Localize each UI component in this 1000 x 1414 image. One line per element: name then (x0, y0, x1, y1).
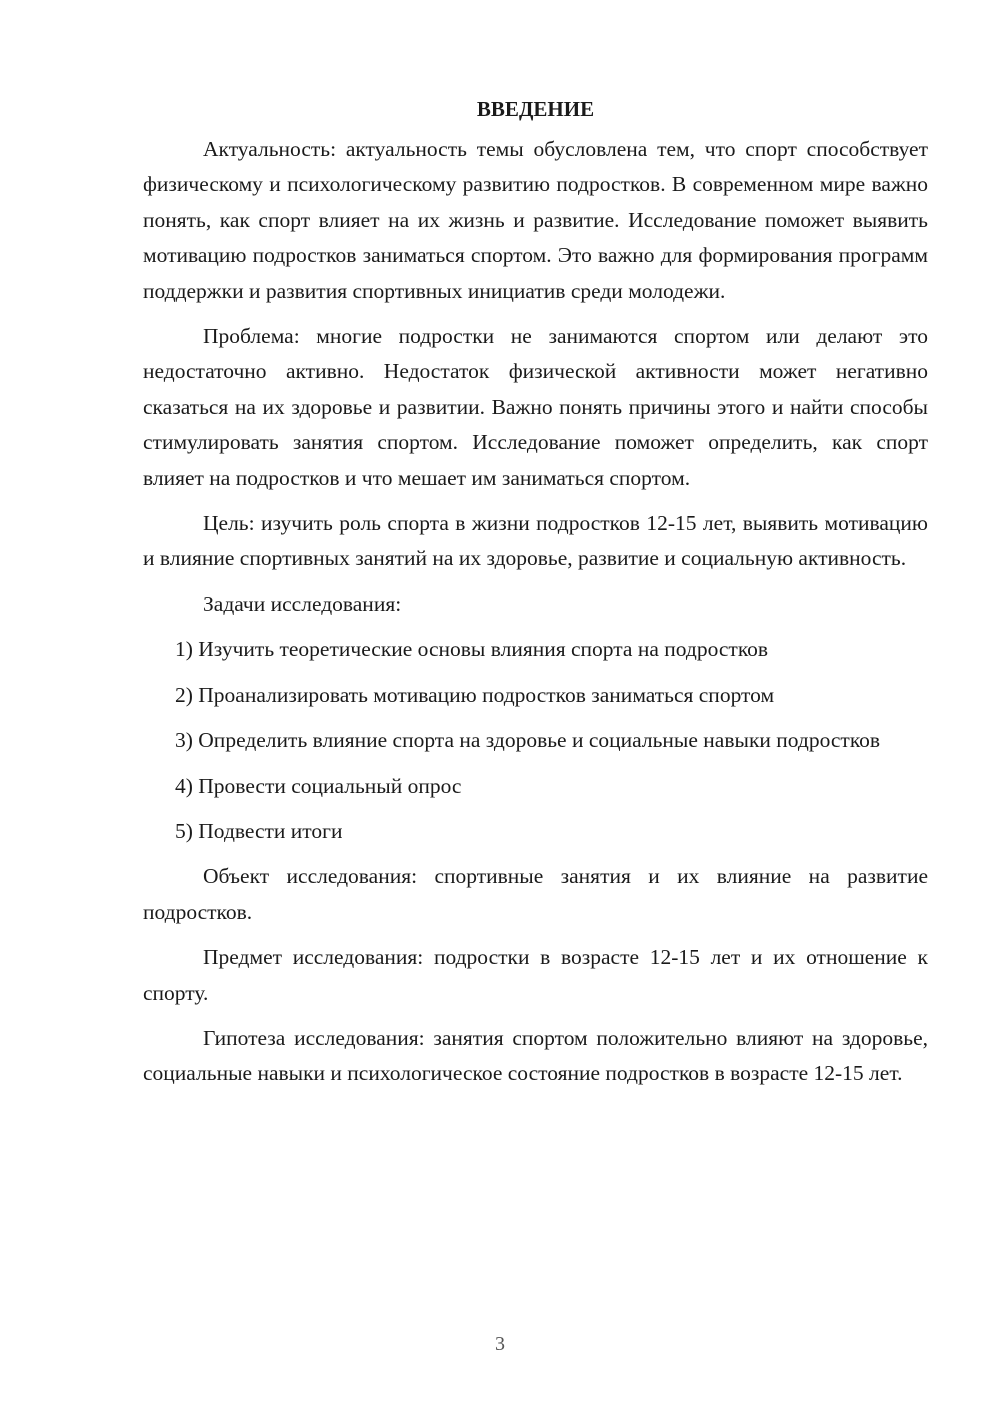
tasks-heading: Задачи исследования: (203, 591, 402, 616)
task-item: 5) Подвести итоги (175, 818, 343, 843)
task-item: 3) Определить влияние спорта на здоровье и социальные навыки подростков (175, 728, 881, 753)
paragraph-goal: Цель: изучить роль спорта в жизни подростков 12-15 лет, выявить мотивацию и влияние спортивных занятий на их здоровье, развитие и социальную активность. (143, 511, 928, 571)
paragraph-relevance: Актуальность: актуальность темы обусловлена тем, что спорт способствует физическому и психологическому развитию подростков. В современном мире важно понять, как спорт влияет на их жизнь и развитие. Исследование поможет выявить мотивацию подростков заниматься спортом. Это важно для формирования программ поддержки и развития спортивных инициатив среди молодежи. (143, 137, 928, 303)
task-item: 1) Изучить теоретические основы влияния спорта на подростков (175, 637, 769, 662)
page-number: 3 (495, 1333, 505, 1355)
task-item: 4) Провести социальный опрос (175, 773, 462, 798)
paragraph-object: Объект исследования: спортивные занятия и их влияние на развитие подростков. (143, 864, 928, 924)
document-page (143, 92, 928, 1102)
paragraph-problem: Проблема: многие подростки не занимаются спортом или делают это недостаточно активно. Недостаток физической активности может негативно сказаться на их здоровье и развитии. Важно понять причины этого и найти способы стимулировать занятия спортом. Исследование поможет определить, как спорт влияет на подростков и что мешает им заниматься спортом. (143, 324, 928, 490)
section-title: ВВЕДЕНИЕ (476, 97, 595, 121)
task-item: 2) Проанализировать мотивацию подростков заниматься спортом (175, 682, 775, 707)
paragraph-subject: Предмет исследования: подростки в возрасте 12-15 лет и их отношение к спорту. (143, 945, 928, 1005)
paragraph-hypothesis: Гипотеза исследования: занятия спортом положительно влияют на здоровье, социальные навыки и психологическое состояние подростков в возрасте 12-15 лет. (143, 1025, 928, 1086)
